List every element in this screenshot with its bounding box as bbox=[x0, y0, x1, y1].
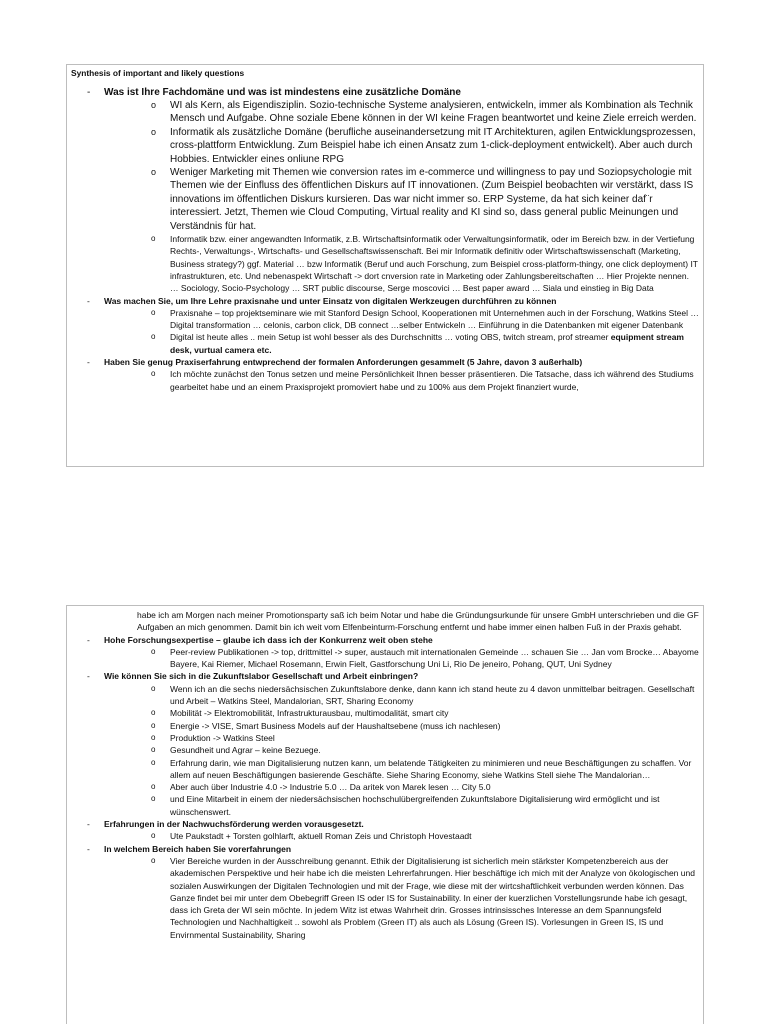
answer-list bbox=[104, 233, 699, 294]
answer-text: Digital ist heute alles .. mein Setup ist wohl besser als des Durchschnitts … voting OBS, twitch stream, prof streamer bbox=[170, 332, 611, 343]
question-text: Haben Sie genug Praxiserfahrung entwprechend der formalen Anforderungen gesammelt (5 Jahre, davon 3 außerhalb) bbox=[104, 357, 583, 368]
answer-item: o Aber auch über Industrie 4.0 -> Industrie 5.0 … Da aritek von Marek lesen … City 5.0 bbox=[104, 781, 699, 793]
question-text: In welchem Bereich haben Sie vorerfahrungen bbox=[104, 843, 292, 854]
answer-item: o Vier Bereiche wurden in der Ausschreibung genannt. Ethik der Digitalisierung ist sicherlich mein stärkster Kompetenzbereich aus der akademischen Perspektive und heir habe ich die meisten Lehrerfahrungen. Hier beschäftige ich mich mit der Analyze von ökologischen und sozialen Auswirkungen der Digitalen Technologien und mit der Frage, wie diese mit der wirtcshaftlichkeit verbunden werden können. Das Ganze findet bei mir unter dem Obebegriff Green IS oder IS for Sustainability. In einer der kuerzlichen Vorstellungsrunde habe ich gesagt, dass ich Greta der WI sein möchte. In jedem Witz ist etwas Wahrheit drin. Grosses intrinsissches Interesse an dem Spannungsfeld Technologien und Nachhaltigkeit .. sowohl als Problem (Green IT) als auch als Lösung (Green IS). Vorlesungen in Green IS, IS und Envirnmental Sustainability, Sharing bbox=[104, 855, 699, 941]
answer-list bbox=[104, 99, 699, 233]
answer-list bbox=[104, 368, 699, 393]
answer-item: o Informatik als zusätzliche Domäne (berufliche auseinandersetzung mit IT Architekturen, agilen Entwicklungsprozessen, cross-plattform Entwicklung. Zum Beispiel habe ich einen Ansatz zum 1-click-deployment entwickelt). Aber auch durch Hobbies. Entwickler eines onliune RPG bbox=[104, 126, 699, 166]
answer-item: o Ute Paukstadt + Torsten golhlarft, aktuell Roman Zeis und Christoph Hovestaadt bbox=[104, 830, 699, 842]
answer-item: o Mobilität -> Elektromobilität, Infrastrukturausbau, multimodalität, smart city bbox=[104, 707, 699, 719]
answer-item: o Weniger Marketing mit Themen wie conversion rates im e-commerce und willingness to pay und Soziopsychologie mit Themen wie der Einfluss des öffentlichen Diskurs auf IT innovationen. (Zum Beispiel beobachten wir verstärkt, dass IS innovations im öffentlichen Diskurs kursieren. Das war nicht immer so. ERP Systeme, da hat sich keiner daf¨r interessiert. Jetzt, Themen wie Cloud Computing, Virtual reality and KI sind so, dass general public Meinungen und Verständnis für hat. bbox=[104, 166, 699, 233]
document-page-2 bbox=[66, 605, 704, 1024]
answer-list bbox=[104, 855, 699, 941]
question-text: Hohe Forschungsexpertise – glaube ich dass ich der Konkurrenz weit oben stehe bbox=[104, 634, 433, 645]
question-list bbox=[71, 634, 699, 941]
question-item bbox=[71, 634, 699, 671]
answer-item: o Ich möchte zunächst den Tonus setzen und meine Persönlichkeit Ihnen besser präsentieren. Die Tatsache, dass ich während des Studiums gearbeitet habe und an einem Praxisprojekt promoviert habe und zu 100% aus dem Projekt finanziert wurde, bbox=[104, 368, 699, 393]
question-text: Was ist Ihre Fachdomäne und was ist mindestens eine zusätzliche Domäne bbox=[104, 87, 461, 98]
answer-item: o Erfahrung darin, wie man Digitalisierung nutzen kann, um belatende Tätigkeiten zu minimieren und neue Beschäftigungen zu schaffen. Vor allem auf neuen Beschäftigungen basierende Geschäfte. Siehe Sharing Economy, siehe Watkins Stell siehe The Mandalorian… bbox=[104, 757, 699, 782]
answer-item bbox=[104, 331, 699, 356]
answer-item: o Wenn ich an die sechs niedersächsischen Zukunftslabore denke, dann kann ich stand heute zu 4 davon unmittelbar beitragen. Gesellschaft und Arbeit – Watkins Steel, Mandalorian, SRT, Sharing Economy bbox=[104, 683, 699, 708]
question-text: Was machen Sie, um Ihre Lehre praxisnahe und unter Einsatz von digitalen Werkzeugen durchführen zu können bbox=[104, 295, 557, 306]
question-item bbox=[71, 295, 699, 356]
question-item bbox=[71, 356, 699, 393]
answer-item: o Informatik bzw. einer angewandten Informatik, z.B. Wirtschaftsinformatik oder Verwaltungsinformatik, oder im Bereich bzw. in der Vertiefung Rechts-, Verwaltungs-, Wirtschafts- und Gesellschaftswissenschaft. Bei mir Informatik definitiv oder Wirtschaftswissenschaft (Marketing, Business strategy?) ggf. Material … bzw Informatik (Beruf und auch Forschung, zum Beispiel cross-platform-thingy, one click deployment) IT infrastrukturen, etc. Und nebenaspekt Wirtschaft -> dort cnversion rate in Marketing oder Zahlungsbereitschaften … Hier Projekte nennen. … Sociology, Socio-Psychology … SRT public discourse, Serge moscovici … Best paper award … Siala und einstieg in Big Data bbox=[104, 233, 699, 294]
answer-list bbox=[104, 307, 699, 356]
answer-list bbox=[104, 646, 699, 671]
document-page-1 bbox=[66, 64, 704, 467]
question-item bbox=[71, 843, 699, 941]
document-heading: Synthesis of important and likely questions bbox=[71, 68, 245, 78]
question-list bbox=[71, 86, 699, 393]
answer-item: o Gesundheit und Agrar – keine Bezuege. bbox=[104, 744, 699, 756]
answer-list bbox=[104, 683, 699, 818]
answer-item: o Praxisnahe – top projektseminare wie mit Stanford Design School, Kooperationen mit Unternehmen auch in der Forschung, Watkins Steel … Digital transformation … celonis, carbon click, DB connect …selber Entwickeln … Einführung in die Datenbanken mit eigener Datenbank bbox=[104, 307, 699, 332]
page-1-content bbox=[67, 65, 703, 393]
answer-list bbox=[104, 830, 699, 842]
answer-item: o Peer-review Publikationen -> top, drittmittel -> super, austauch mit internationalen Gemeinde … schauen Sie … Jan vom Brocke… Abayome Bayere, Kai Riemer, Michael Rosemann, Erwin Fielt, Gastforschung Uni Li, Rio De jeneiro, Pohang, QUT, Uni Sydney bbox=[104, 646, 699, 671]
question-item bbox=[71, 86, 699, 295]
question-text: Wie können Sie sich in die Zukunftslabor Gesellschaft und Arbeit einbringen? bbox=[104, 671, 419, 682]
question-item bbox=[71, 670, 699, 818]
answer-bold-text: equipment stream desk, vurtual camera etc. bbox=[170, 332, 684, 355]
answer-item: o und Eine Mitarbeit in einem der niedersächsischen hochschulübergreifenden Zukunftslabore Digitalisierung wird ermöglicht und ist wünschenswert. bbox=[104, 793, 699, 818]
answer-item: o Energie -> VISE, Smart Business Models auf der Haushaltsebene (muss ich nachlesen) bbox=[104, 720, 699, 732]
answer-continuation: habe ich am Morgen nach meiner Promotionsparty saß ich beim Notar und habe die Gründungsurkunde für unsere GmbH unterschrieben und die GF Aufgaben an mich genommen. Damit bin ich weit vom Elfenbeinturm-Forschung entfernt und habe immer einen halben Fuß in der Praxis gehabt. bbox=[137, 610, 699, 633]
question-item bbox=[71, 818, 699, 843]
page-2-content bbox=[67, 606, 703, 941]
answer-item: o WI als Kern, als Eigendisziplin. Sozio-technische Systeme analysieren, entwickeln, immer als Kombination als Technik Mensch und Aufgabe. Ohne soziale Ebene können in der WI keine Fragen beantwortet und keine Ziele erreich werden. bbox=[104, 99, 699, 126]
answer-item: o Produktion -> Watkins Steel bbox=[104, 732, 699, 744]
question-text: Erfahrungen in der Nachwuchsförderung werden vorausgesetzt. bbox=[104, 819, 364, 830]
